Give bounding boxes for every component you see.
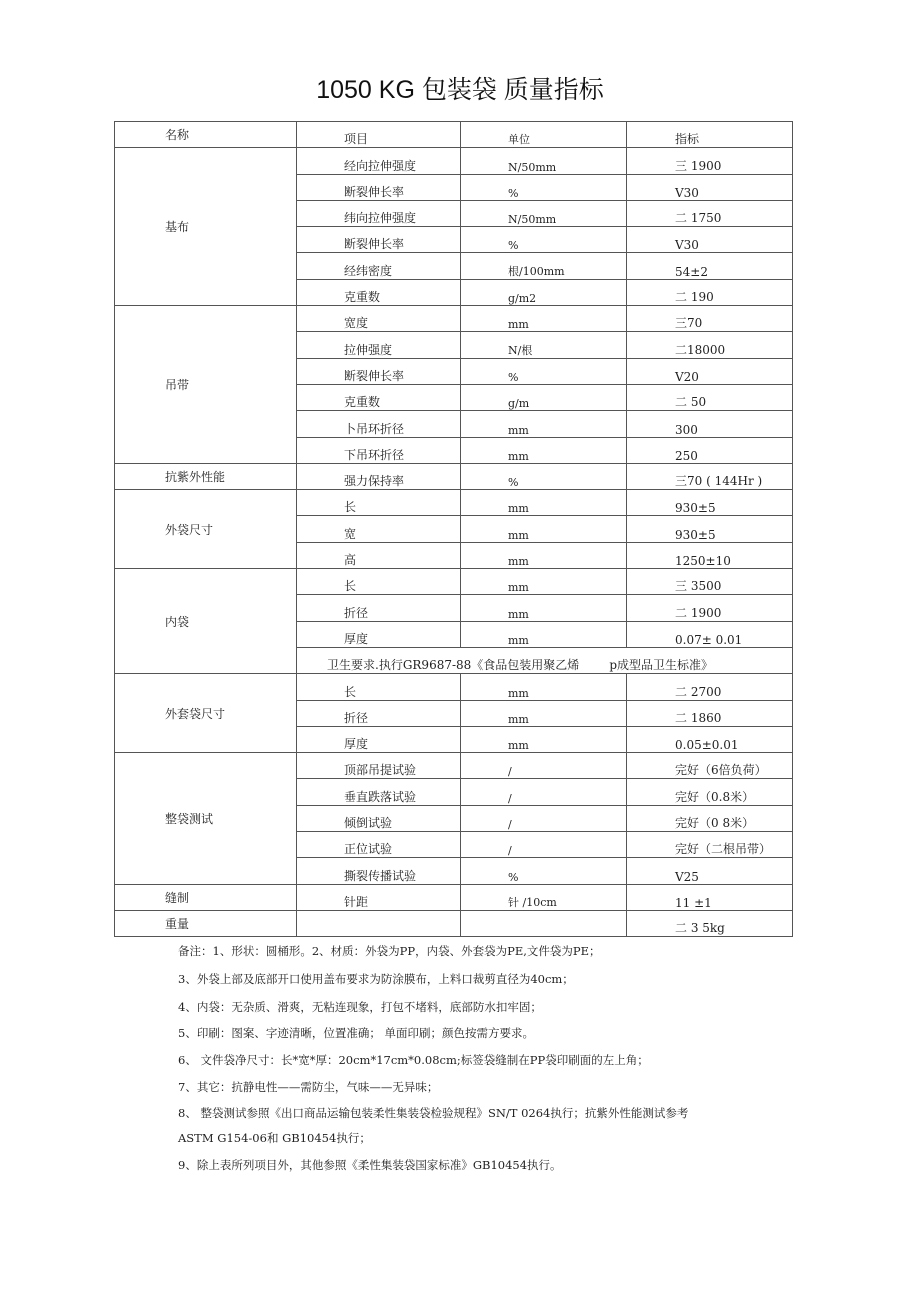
unit-cell: mm <box>461 516 627 542</box>
item-cell: 针距 <box>297 884 461 910</box>
spec-cell: 1250±10 <box>627 542 793 568</box>
table-header-row <box>115 122 793 148</box>
item-cell: 经向拉伸强度 <box>297 148 461 174</box>
unit-cell: mm <box>461 700 627 726</box>
note-line: 3、外袋上部及底部开口使用盖布要求为防涂膜布，上料口裁剪直径为40cm； <box>178 972 574 986</box>
group-name-cell: 吊带 <box>115 306 297 464</box>
unit-cell: % <box>461 174 627 200</box>
table-row <box>115 753 793 779</box>
spec-cell: 二 2700 <box>627 674 793 700</box>
note-line: 6、 文件袋净尺寸：长*宽*厚：20cm*17cm*0.08cm;标签袋缝制在PP袋印刷面的左上角； <box>178 1053 649 1067</box>
group-name-cell: 重量 <box>115 910 297 936</box>
item-cell: 纬向拉伸强度 <box>297 200 461 226</box>
header-cell-unit: 单位 <box>461 122 627 148</box>
item-cell: 折径 <box>297 595 461 621</box>
item-cell: 断裂伸长率 <box>297 174 461 200</box>
spec-cell: 0.05±0.01 <box>627 726 793 752</box>
spec-cell: 二 3 5kg <box>627 910 793 936</box>
item-cell: 长 <box>297 674 461 700</box>
item-cell <box>297 910 461 936</box>
unit-cell: N/根 <box>461 332 627 358</box>
spec-cell: 二18000 <box>627 332 793 358</box>
spec-cell: 54±2 <box>627 253 793 279</box>
note-line: 7、其它：抗静电性——需防尘，气味——无异味； <box>178 1080 439 1094</box>
unit-cell: 根/100mm <box>461 253 627 279</box>
item-cell: 克重数 <box>297 384 461 410</box>
spec-cell: 二 1860 <box>627 700 793 726</box>
page-title: 1050 KG 包装袋 质量指标 <box>316 76 604 104</box>
quality-spec-table <box>114 121 793 937</box>
unit-cell: % <box>461 858 627 884</box>
item-cell: 下吊环折径 <box>297 437 461 463</box>
spec-cell: 0.07± 0.01 <box>627 621 793 647</box>
unit-cell: mm <box>461 306 627 332</box>
unit-cell: mm <box>461 490 627 516</box>
item-cell: 卜吊环折径 <box>297 411 461 437</box>
item-cell: 宽度 <box>297 306 461 332</box>
note-line: 4、内袋：无杂质、滑爽，无粘连现象，打包不堵料，底部防水扣牢固； <box>178 1000 542 1014</box>
item-cell: 经纬密度 <box>297 253 461 279</box>
unit-cell: / <box>461 805 627 831</box>
item-cell: 正位试验 <box>297 832 461 858</box>
group-name-cell: 内袋 <box>115 569 297 674</box>
unit-cell <box>461 910 627 936</box>
note-line: 备注：1、形状：圆桶形。2、材质：外袋为PP，内袋、外套袋为PE,文件袋为PE； <box>178 944 601 958</box>
spec-cell: V30 <box>627 174 793 200</box>
spec-cell: 930±5 <box>627 516 793 542</box>
table-row <box>115 674 793 700</box>
group-name-cell: 基布 <box>115 148 297 306</box>
spec-cell: V20 <box>627 358 793 384</box>
item-cell: 长 <box>297 569 461 595</box>
spec-cell: 完好（二根吊带） <box>627 832 793 858</box>
hygiene-text-b: p成型品卫生标准》 <box>609 658 713 673</box>
spec-cell: 三 1900 <box>627 148 793 174</box>
item-cell: 拉伸强度 <box>297 332 461 358</box>
item-cell: 厚度 <box>297 621 461 647</box>
item-cell: 高 <box>297 542 461 568</box>
table-row <box>115 490 793 516</box>
spec-cell: V30 <box>627 227 793 253</box>
spec-cell: 三 3500 <box>627 569 793 595</box>
unit-cell: mm <box>461 437 627 463</box>
item-cell: 宽 <box>297 516 461 542</box>
spec-cell: 300 <box>627 411 793 437</box>
unit-cell: mm <box>461 542 627 568</box>
header-cell-name: 名称 <box>115 122 297 148</box>
unit-cell: / <box>461 832 627 858</box>
group-name-cell: 外套袋尺寸 <box>115 674 297 753</box>
unit-cell: N/50mm <box>461 200 627 226</box>
spec-cell: 完好（0 8米） <box>627 805 793 831</box>
group-name-cell: 抗紫外性能 <box>115 463 297 489</box>
spec-cell: 930±5 <box>627 490 793 516</box>
spec-cell: 三70 <box>627 306 793 332</box>
hygiene-requirement-cell <box>297 647 793 673</box>
unit-cell: mm <box>461 726 627 752</box>
spec-cell: 三70 ( 144Hr ) <box>627 463 793 489</box>
unit-cell: mm <box>461 595 627 621</box>
spec-cell: V25 <box>627 858 793 884</box>
group-name-cell: 缝制 <box>115 884 297 910</box>
header-cell-item: 项目 <box>297 122 461 148</box>
item-cell: 断裂伸长率 <box>297 358 461 384</box>
group-name-cell: 外袋尺寸 <box>115 490 297 569</box>
unit-cell: N/50mm <box>461 148 627 174</box>
item-cell: 垂直跌落试验 <box>297 779 461 805</box>
spec-cell: 11 ±1 <box>627 884 793 910</box>
spec-cell: 二 190 <box>627 279 793 305</box>
item-cell: 长 <box>297 490 461 516</box>
spec-cell: 完好（6倍负荷） <box>627 753 793 779</box>
unit-cell: 针 /10cm <box>461 884 627 910</box>
unit-cell: / <box>461 753 627 779</box>
item-cell: 撕裂传播试验 <box>297 858 461 884</box>
unit-cell: mm <box>461 621 627 647</box>
unit-cell: mm <box>461 569 627 595</box>
header-cell-spec: 指标 <box>627 122 793 148</box>
weight-row <box>115 910 793 936</box>
item-cell: 强力保持率 <box>297 463 461 489</box>
group-name-cell: 整袋测试 <box>115 753 297 884</box>
item-cell: 克重数 <box>297 279 461 305</box>
unit-cell: g/m2 <box>461 279 627 305</box>
spec-cell: 二 1750 <box>627 200 793 226</box>
item-cell: 折径 <box>297 700 461 726</box>
table-row <box>115 306 793 332</box>
spec-cell: 二 50 <box>627 384 793 410</box>
table-row <box>115 463 793 489</box>
note-line: 5、印刷：图案、字迹清晰，位置准确； 单面印刷；颜色按需方要求。 <box>178 1026 534 1040</box>
unit-cell: / <box>461 779 627 805</box>
spec-cell: 完好（0.8米） <box>627 779 793 805</box>
note-line: 8、 整袋测试参照《出口商品运输包装柔性集装袋检验规程》SN/T 0264执行；抗紫外性能测试参考 <box>178 1106 689 1120</box>
unit-cell: % <box>461 463 627 489</box>
unit-cell: % <box>461 227 627 253</box>
note-line: 9、除上表所列项目外，其他参照《柔性集装袋国家标准》GB10454执行。 <box>178 1158 562 1172</box>
item-cell: 倾倒试验 <box>297 805 461 831</box>
hygiene-text-a: 卫生要求.执行GR9687-88《食品包装用聚乙烯 <box>327 658 580 673</box>
unit-cell: mm <box>461 411 627 437</box>
table-row <box>115 569 793 595</box>
spec-cell: 二 1900 <box>627 595 793 621</box>
sewing-row <box>115 884 793 910</box>
unit-cell: mm <box>461 674 627 700</box>
table-row <box>115 148 793 174</box>
spec-cell: 250 <box>627 437 793 463</box>
note-line: ASTM G154-06和 GB10454执行； <box>178 1131 371 1145</box>
unit-cell: g/m <box>461 384 627 410</box>
item-cell: 顶部吊提试验 <box>297 753 461 779</box>
unit-cell: % <box>461 358 627 384</box>
item-cell: 厚度 <box>297 726 461 752</box>
item-cell: 断裂伸长率 <box>297 227 461 253</box>
